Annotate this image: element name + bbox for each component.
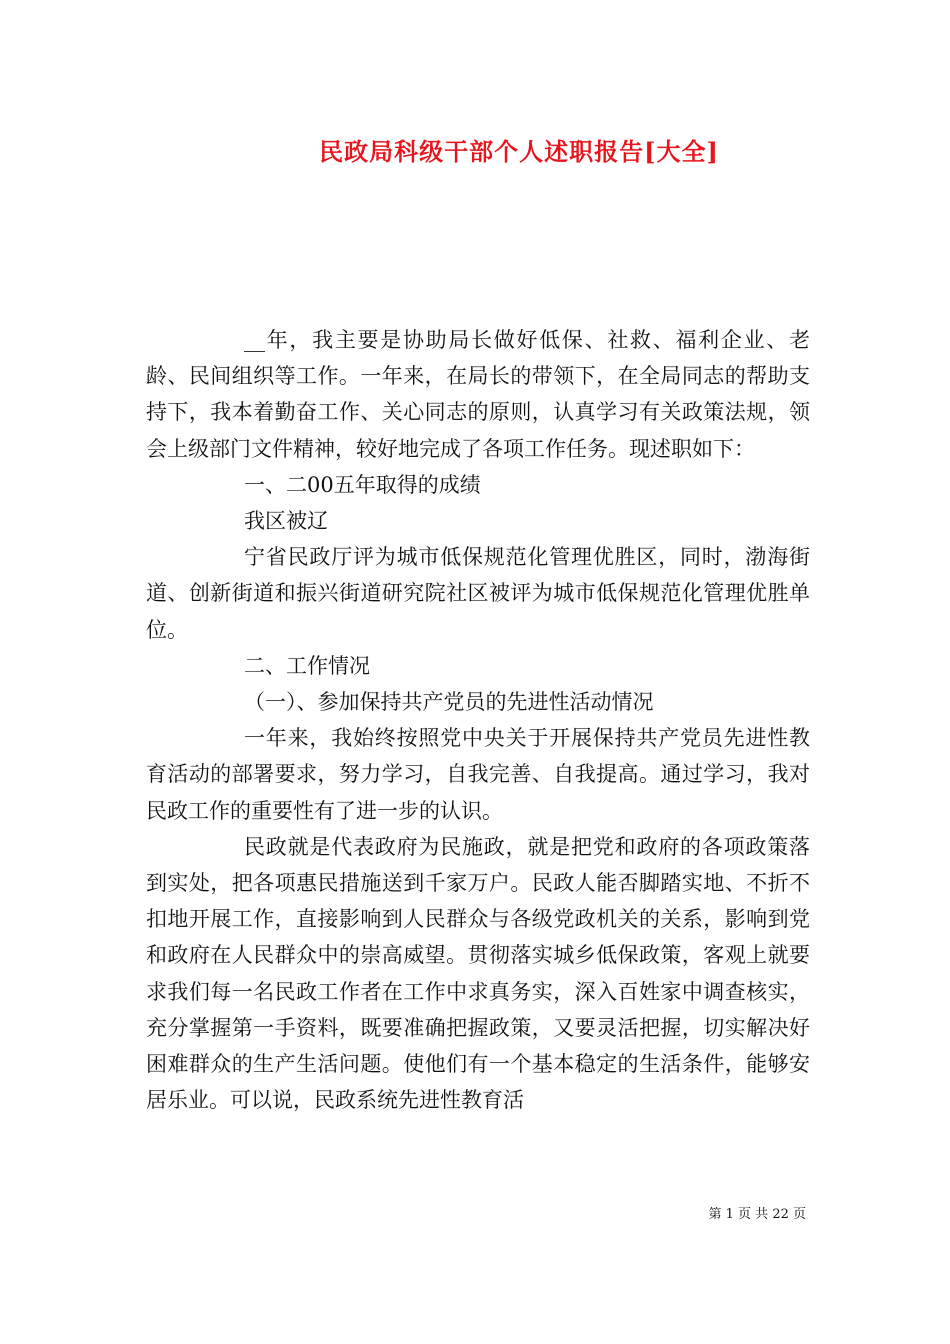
page-number: 第 1 页 共 22 页 xyxy=(708,1207,806,1222)
paragraph-achievement-detail: 宁省民政厅评为城市低保规范化管理优胜区，同时，渤海街道、创新街道和振兴街道研究院社区被评为城市低保规范化管理优胜单位。 xyxy=(146,545,810,642)
paragraph-study: 一年来，我始终按照党中央关于开展保持共产党员先进性教育活动的部署要求，努力学习，自我完善、自我提高。通过学习，我对民政工作的重要性有了进一步的认识。 xyxy=(146,726,810,823)
paragraph-achievement-start: 我区被辽 xyxy=(244,509,328,534)
document-title: 民政局科级干部个人述职报告[大全] xyxy=(319,137,719,166)
subsection-heading-party-activity: （一）、参加保持共产党员的先进性活动情况 xyxy=(244,690,654,715)
section-heading-achievements: 一、二00五年取得的成绩 xyxy=(244,472,481,497)
paragraph-civil-affairs: 民政就是代表政府为民施政，就是把党和政府的各项政策落到实处，把各项惠民措施送到千家万户。民政人能否脚踏实地、不折不扣地开展工作，直接影响到人民群众与各级党政机关的关系，影响到党和政府在人民群众中的崇高威望。贯彻落实城乡低保政策，客观上就要求我们每一名民政工作者在工作中求真务实，深入百姓家中调查核实，充分掌握第一手资料，既要准确把握政策，又要灵活把握，切实解决好困难群众的生产生活问题。使他们有一个基本稳定的生活条件，能够安居乐业。可以说，民政系统先进性教育活 xyxy=(146,834,810,1113)
section-heading-work: 二、工作情况 xyxy=(244,653,370,678)
document-body xyxy=(146,322,810,1118)
paragraph-intro: __年，我主要是协助局长做好低保、社救、福利企业、老龄、民间组织等工作。一年来，在局长的带领下，在全局同志的帮助支持下，我本着勤奋工作、关心同志的原则，认真学习有关政策法规，领会上级部门文件精神，较好地完成了各项工作任务。现述职如下： xyxy=(146,328,810,461)
